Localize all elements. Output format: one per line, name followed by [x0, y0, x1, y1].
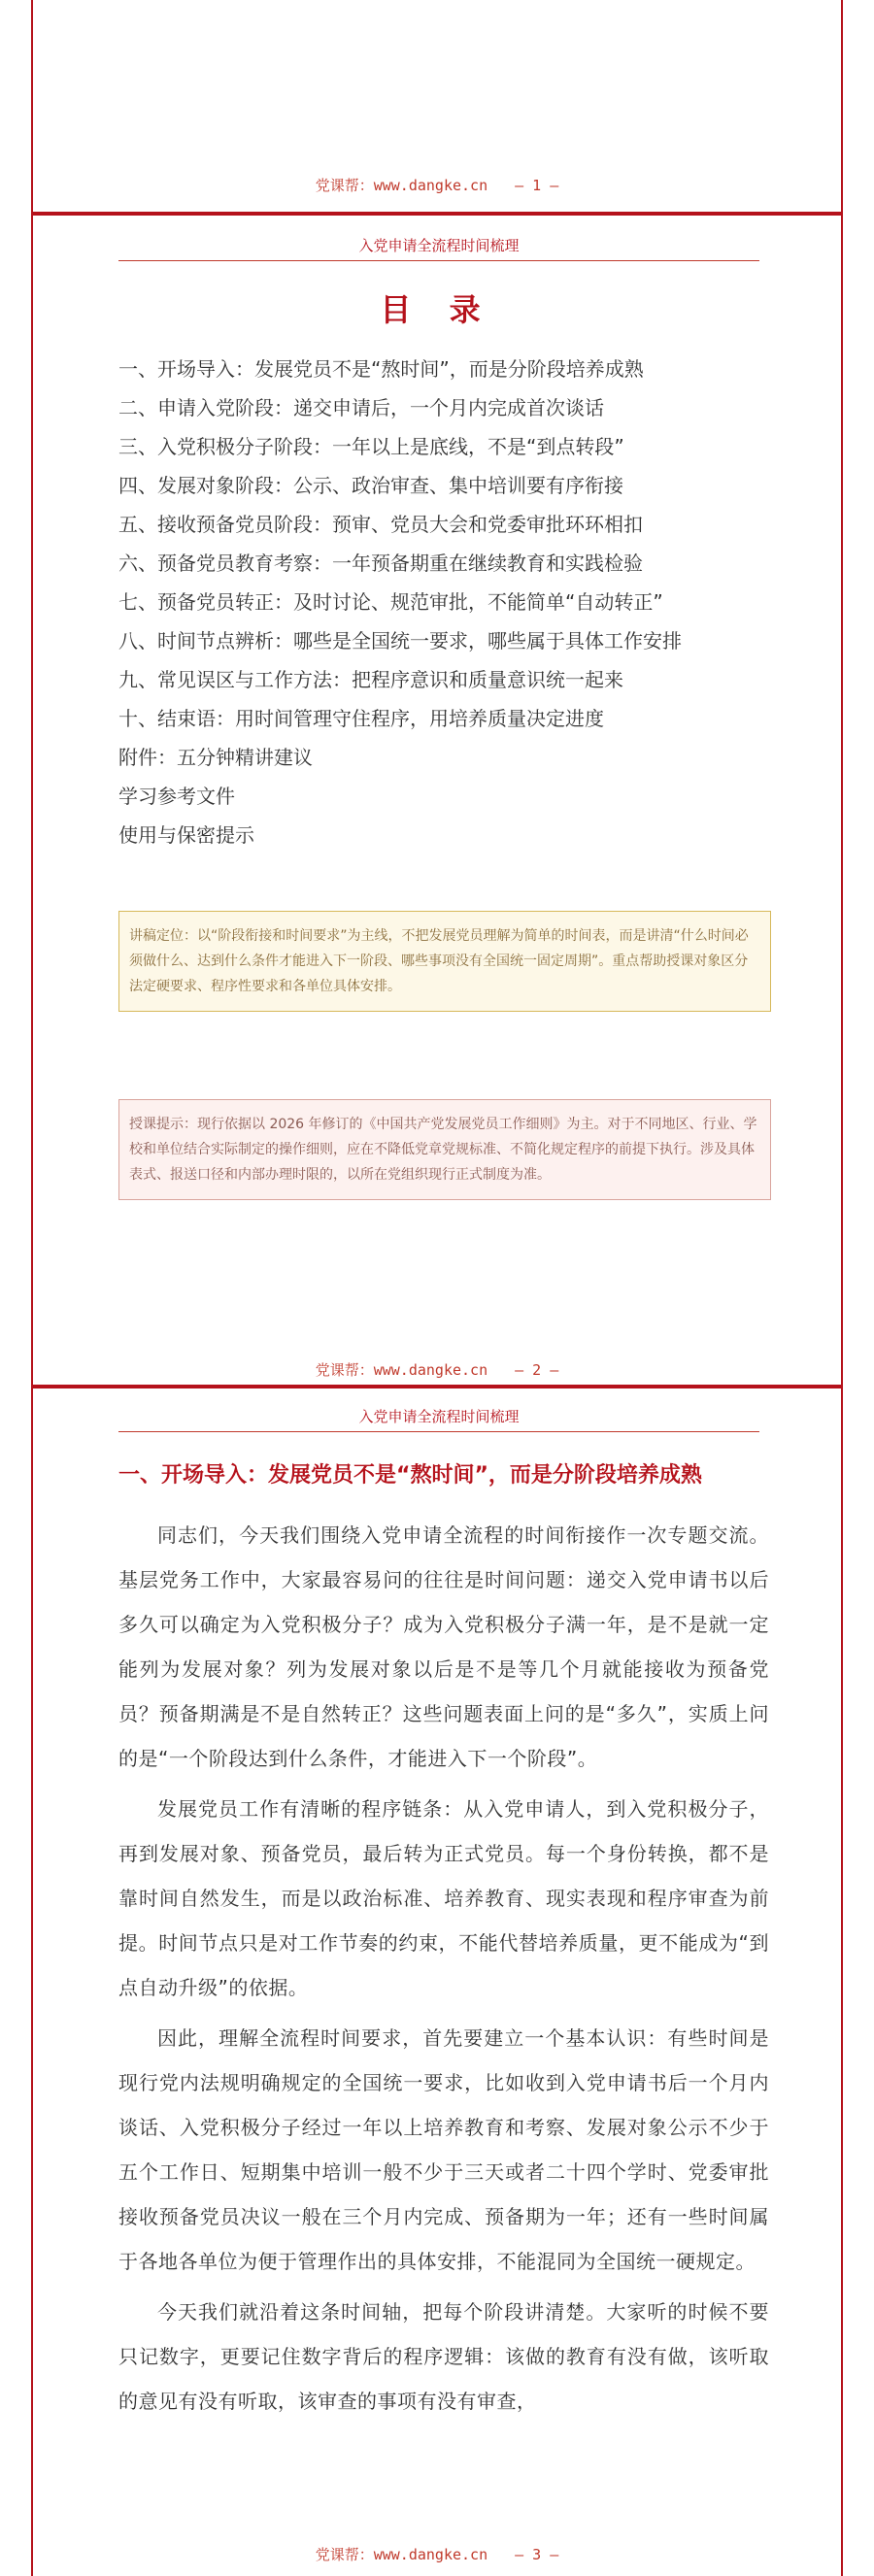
paragraph: 因此，理解全流程时间要求，首先要建立一个基本认识：有些时间是现行党内法规明确规定的全国统一要求，比如收到入党申请书后一个月内谈话、入党积极分子经过一年以上培养教育和考察、发展对象公示不少于五个工作日、短期集中培训一般不少于三天或者二十四个学时、党委审批接收预备党员决议一般在三个月内完成、预备期为一年；还有一些时间属于各地各单位为便于管理作出的具体安排，不能混同为全国统一硬规定。 — [118, 2026, 769, 2273]
toc-item[interactable]: 二、申请入党阶段：递交申请后，一个月内完成首次谈话 — [118, 396, 604, 419]
toc-item[interactable]: 附件：五分钟精讲建议 — [118, 746, 313, 769]
section-heading: 一、开场导入：发展党员不是“熬时间”，而是分阶段培养成熟 — [118, 1463, 702, 1488]
footer-site: 党课帮：www.dangke.cn — [315, 1361, 488, 1379]
footer-page-number: — 3 — — [515, 2546, 559, 2563]
running-head: 入党申请全流程时间梳理 — [118, 235, 759, 261]
page-footer — [33, 175, 841, 195]
page-2 — [31, 216, 843, 1385]
page-footer — [33, 1359, 841, 1380]
footer-page-number: — 2 — — [515, 1361, 559, 1379]
page-footer — [33, 2544, 841, 2564]
toc-item[interactable]: 八、时间节点辨析：哪些是全国统一要求，哪些属于具体工作安排 — [118, 629, 682, 652]
page-3 — [31, 1388, 843, 2576]
teaching-tip-note: 授课提示：现行依据以 2026 年修订的《中国共产党发展党员工作细则》为主。对于不同地区、行业、学校和单位结合实际制定的操作细则，应在不降低党章党规标准、不简化规定程序的前提下执行。涉及具体表式、报送口径和内部办理时限的，以所在党组织现行正式制度为准。 — [118, 1099, 771, 1200]
toc-item[interactable]: 一、开场导入：发展党员不是“熬时间”，而是分阶段培养成熟 — [118, 357, 644, 381]
toc-item[interactable]: 使用与保密提示 — [118, 823, 254, 847]
running-head: 入党申请全流程时间梳理 — [118, 1406, 759, 1432]
toc-item[interactable]: 六、预备党员教育考察：一年预备期重在继续教育和实践检验 — [118, 552, 643, 575]
toc-list — [118, 350, 789, 854]
positioning-note: 讲稿定位：以“阶段衔接和时间要求”为主线，不把发展党员理解为简单的时间表，而是讲清“什么时间必须做什么、达到什么条件才能进入下一阶段、哪些事项没有全国统一固定周期”。重点帮助授课对象区分法定硬要求、程序性要求和各单位具体安排。 — [118, 911, 771, 1012]
toc-item[interactable]: 五、接收预备党员阶段：预审、党员大会和党委审批环环相扣 — [118, 513, 643, 536]
section-body — [118, 1513, 769, 2429]
toc-item[interactable]: 九、常见误区与工作方法：把程序意识和质量意识统一起来 — [118, 668, 623, 691]
toc-item[interactable]: 十、结束语：用时间管理守住程序，用培养质量决定进度 — [118, 707, 604, 730]
paragraph: 发展党员工作有清晰的程序链条：从入党申请人，到入党积极分子，再到发展对象、预备党员，最后转为正式党员。每一个身份转换，都不是靠时间自然发生，而是以政治标准、培养教育、现实表现和程序审查为前提。时间节点只是对工作节奏的约束，不能代替培养质量，更不能成为“到点自动升级”的依据。 — [118, 1797, 769, 1999]
toc-item[interactable]: 三、入党积极分子阶段：一年以上是底线，不是“到点转段” — [118, 435, 624, 458]
page-1 — [31, 0, 843, 212]
footer-site: 党课帮：www.dangke.cn — [315, 177, 488, 194]
footer-page-number: — 1 — — [515, 177, 559, 194]
toc-item[interactable]: 七、预备党员转正：及时讨论、规范审批，不能简单“自动转正” — [118, 590, 663, 614]
paragraph: 今天我们就沿着这条时间轴，把每个阶段讲清楚。大家听的时候不要只记数字，更要记住数字背后的程序逻辑：该做的教育有没有做，该听取的意见有没有听取，该审查的事项有没有审查， — [118, 2300, 769, 2413]
paragraph: 同志们，今天我们围绕入党申请全流程的时间衔接作一次专题交流。基层党务工作中，大家最容易问的往往是时间问题：递交入党申请书以后多久可以确定为入党积极分子？成为入党积极分子满一年，是不是就一定能列为发展对象？列为发展对象以后是不是等几个月就能接收为预备党员？预备期满是不是自然转正？这些问题表面上问的是“多久”，实质上问的是“一个阶段达到什么条件，才能进入下一个阶段”。 — [118, 1523, 769, 1770]
toc-title: 目 录 — [380, 291, 494, 328]
toc-item[interactable]: 四、发展对象阶段：公示、政治审查、集中培训要有序衔接 — [118, 474, 623, 497]
toc-item[interactable]: 学习参考文件 — [118, 785, 235, 808]
footer-site: 党课帮：www.dangke.cn — [315, 2546, 488, 2563]
